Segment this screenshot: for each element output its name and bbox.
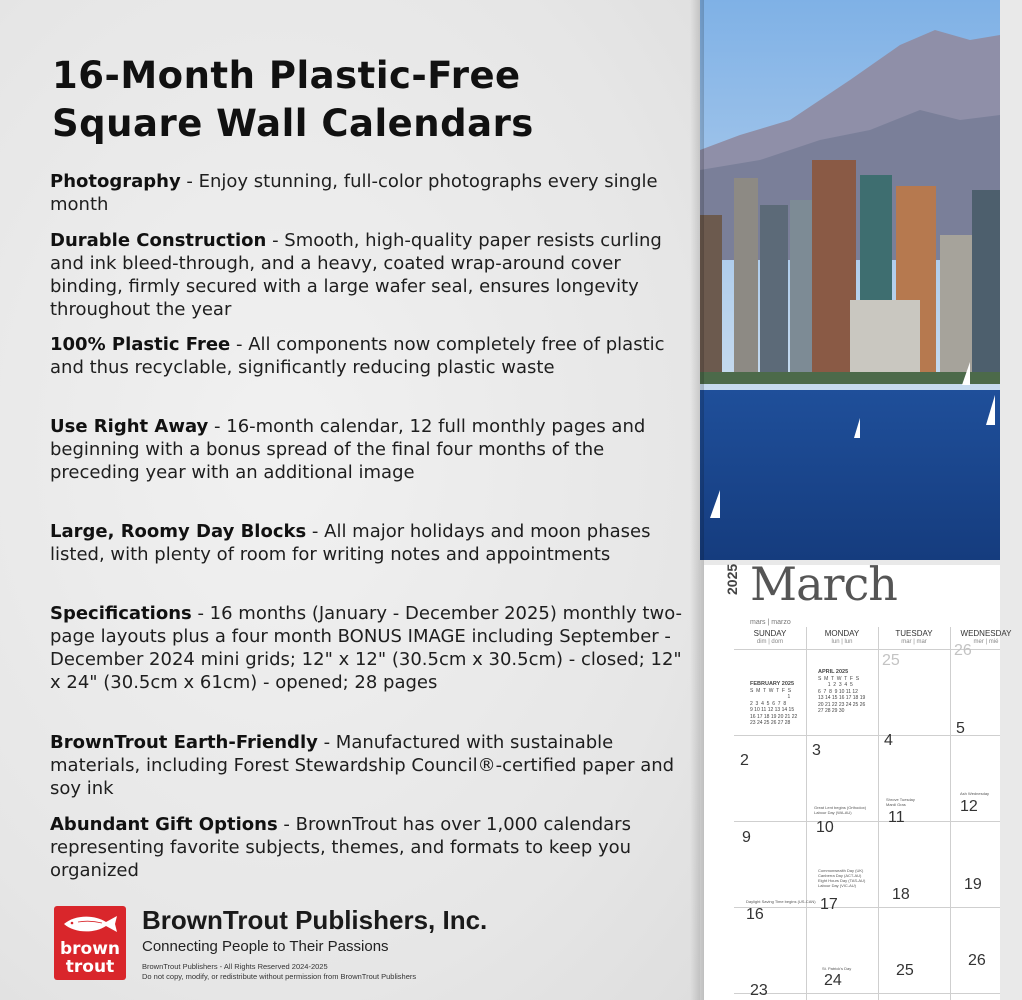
- date-cell: 26: [954, 642, 972, 659]
- date-cell: 3: [812, 742, 821, 759]
- weekday-name: TUESDAY: [895, 629, 933, 638]
- logo-word-brown: brown: [59, 939, 121, 959]
- holiday-note: Shrove Tuesday Mardi Gras: [886, 797, 915, 807]
- date-cell: 4: [884, 732, 893, 749]
- feature-durable-construction: [50, 229, 690, 321]
- feature-heading: Photography: [50, 171, 181, 192]
- date-cell: 25: [882, 652, 900, 669]
- date-cell: 2: [740, 752, 749, 769]
- title-line-1: 16-Month Plastic-Free: [52, 54, 521, 97]
- mini-calendar-april: [818, 669, 865, 715]
- title-line-2: Square Wall Calendars: [52, 102, 534, 145]
- feature-heading: Specifications: [50, 603, 192, 624]
- date-cell: 24: [824, 972, 842, 989]
- copyright-line: BrownTrout Publishers - All Rights Reserved 2024-2025: [142, 962, 328, 971]
- feature-heading: Use Right Away: [50, 416, 209, 437]
- feature-heading: BrownTrout Earth-Friendly: [50, 732, 318, 753]
- feature-specifications: [50, 602, 690, 694]
- holiday-note: Great Lent begins (Orthodox) Labour Day (WA-AU): [814, 805, 867, 815]
- date-cell: 19: [964, 876, 982, 893]
- grid-line: [878, 627, 879, 1000]
- holiday-note: Daylight Saving Time begins (US-CAN): [746, 899, 816, 904]
- date-cell: 10: [816, 819, 834, 836]
- feature-use-right-away: [50, 415, 690, 484]
- date-cell: 17: [820, 896, 838, 913]
- date-cell: 9: [742, 829, 751, 846]
- feature-heading: Durable Construction: [50, 230, 267, 251]
- weekday-header-sunday: [734, 629, 806, 645]
- permission-line: Do not copy, modify, or redistribute without permission from BrownTrout Publishers: [142, 972, 417, 981]
- city-skyline-photo: [700, 0, 1000, 560]
- weekday-name: MONDAY: [824, 629, 860, 638]
- feature-text: - Manufactured with sustainable materials, including Forest Stewardship Council®-certified paper and soy ink: [50, 732, 675, 799]
- page-fold-shadow: [690, 0, 704, 1000]
- date-cell: 16: [746, 906, 764, 923]
- feature-text: - All components now completely free of plastic and thus recyclable, significantly reducing plastic waste: [50, 334, 665, 378]
- grid-line: [734, 993, 1000, 994]
- feature-photography: [50, 170, 690, 216]
- weekday-translation: dim | dom: [756, 639, 784, 645]
- weekday-name: SUNDAY: [753, 629, 787, 638]
- feature-text: - Enjoy stunning, full-color photographs every single month: [50, 171, 658, 215]
- feature-plastic-free: [50, 333, 690, 379]
- mini-calendar-title: FEBRUARY 2025: [750, 681, 795, 687]
- company-tagline: Connecting People to Their Passions: [142, 938, 389, 955]
- weekday-header-tuesday: [878, 629, 950, 645]
- date-cell: 25: [896, 962, 914, 979]
- mini-calendar-february: [750, 681, 797, 727]
- feature-text: - 16-month calendar, 12 full monthly pages and beginning with a bonus spread of the final four months of the preceding year with an additional image: [50, 416, 646, 483]
- holiday-note: Ash Wednesday: [960, 791, 990, 796]
- date-cell: 18: [892, 886, 910, 903]
- feature-heading: Abundant Gift Options: [50, 814, 278, 835]
- feature-earth-friendly: [50, 731, 690, 800]
- grid-line: [950, 627, 951, 1000]
- grid-line: [734, 907, 1000, 908]
- feature-text: - Smooth, high-quality paper resists curling and ink bleed-through, and a heavy, coated wrap-around cover binding, firmly secured with a large wafer seal, ensures longevity throughout the year: [50, 230, 662, 320]
- date-cell: 26: [968, 952, 986, 969]
- page-title: [52, 52, 672, 148]
- mini-calendar-title: APRIL 2025: [818, 669, 849, 675]
- feature-day-blocks: [50, 520, 690, 566]
- mini-calendar-grid: S M T W T F S 1 2 3 4 5 6 7 8 9 10 11 12 13 14 15 16 17 18 19 20 21 22 23 24 25 26 27 28: [750, 687, 798, 726]
- weekday-translation: lun | lun: [831, 639, 853, 645]
- logo-word-trout: trout: [65, 957, 115, 977]
- feature-text: - BrownTrout has over 1,000 calendars representing favorite subjects, themes, and formats to keep you organized: [50, 814, 632, 881]
- holiday-note: St. Patrick's Day: [822, 966, 852, 971]
- date-cell: 11: [888, 809, 905, 826]
- calendar-month-translations: mars | marzo: [750, 619, 791, 626]
- feature-heading: 100% Plastic Free: [50, 334, 231, 355]
- feature-gift-options: [50, 813, 690, 882]
- feature-heading: Large, Roomy Day Blocks: [50, 521, 307, 542]
- mini-calendar-grid: S M T W T F S 1 2 3 4 5 6 7 8 9 10 11 12 13 14 15 16 17 18 19 20 21 22 23 24 25 26 27 28 29 30: [818, 675, 866, 714]
- feature-text: - 16 months (January - December 2025) monthly two-page layouts plus a four month BONUS IMAGE including September - December 2024 mini grids; 12" x 12" (30.5cm x 30.5cm) - closed; 12" x 24" (30.5cm x 61cm) - opened; 28 pages: [50, 603, 683, 693]
- weekday-translation: mer | mié: [973, 639, 999, 645]
- holiday-note: Commonwealth Day (UK) Canberra Day (ACT-AU) Eight Hours Day (TAS-AU) Labour Day (VIC-AU): [818, 868, 866, 888]
- company-name: BrownTrout Publishers, Inc.: [142, 905, 488, 935]
- grid-line: [734, 821, 1000, 822]
- weekday-translation: mar | mar: [901, 639, 927, 645]
- grid-line: [806, 627, 807, 1000]
- calendar-month: March: [750, 557, 897, 611]
- weekday-header-monday: [806, 629, 878, 645]
- date-cell: 12: [960, 798, 978, 815]
- date-cell: 23: [750, 982, 768, 999]
- feature-text: - All major holidays and moon phases listed, with plenty of room for writing notes and appointments: [50, 521, 651, 565]
- browntrout-logo: [54, 906, 126, 980]
- weekday-name: WEDNESDAY: [960, 629, 1012, 638]
- calendar-page: [704, 557, 1012, 1000]
- trout-icon: [60, 912, 120, 936]
- date-cell: 5: [956, 720, 965, 737]
- calendar-year: 2025: [724, 563, 740, 595]
